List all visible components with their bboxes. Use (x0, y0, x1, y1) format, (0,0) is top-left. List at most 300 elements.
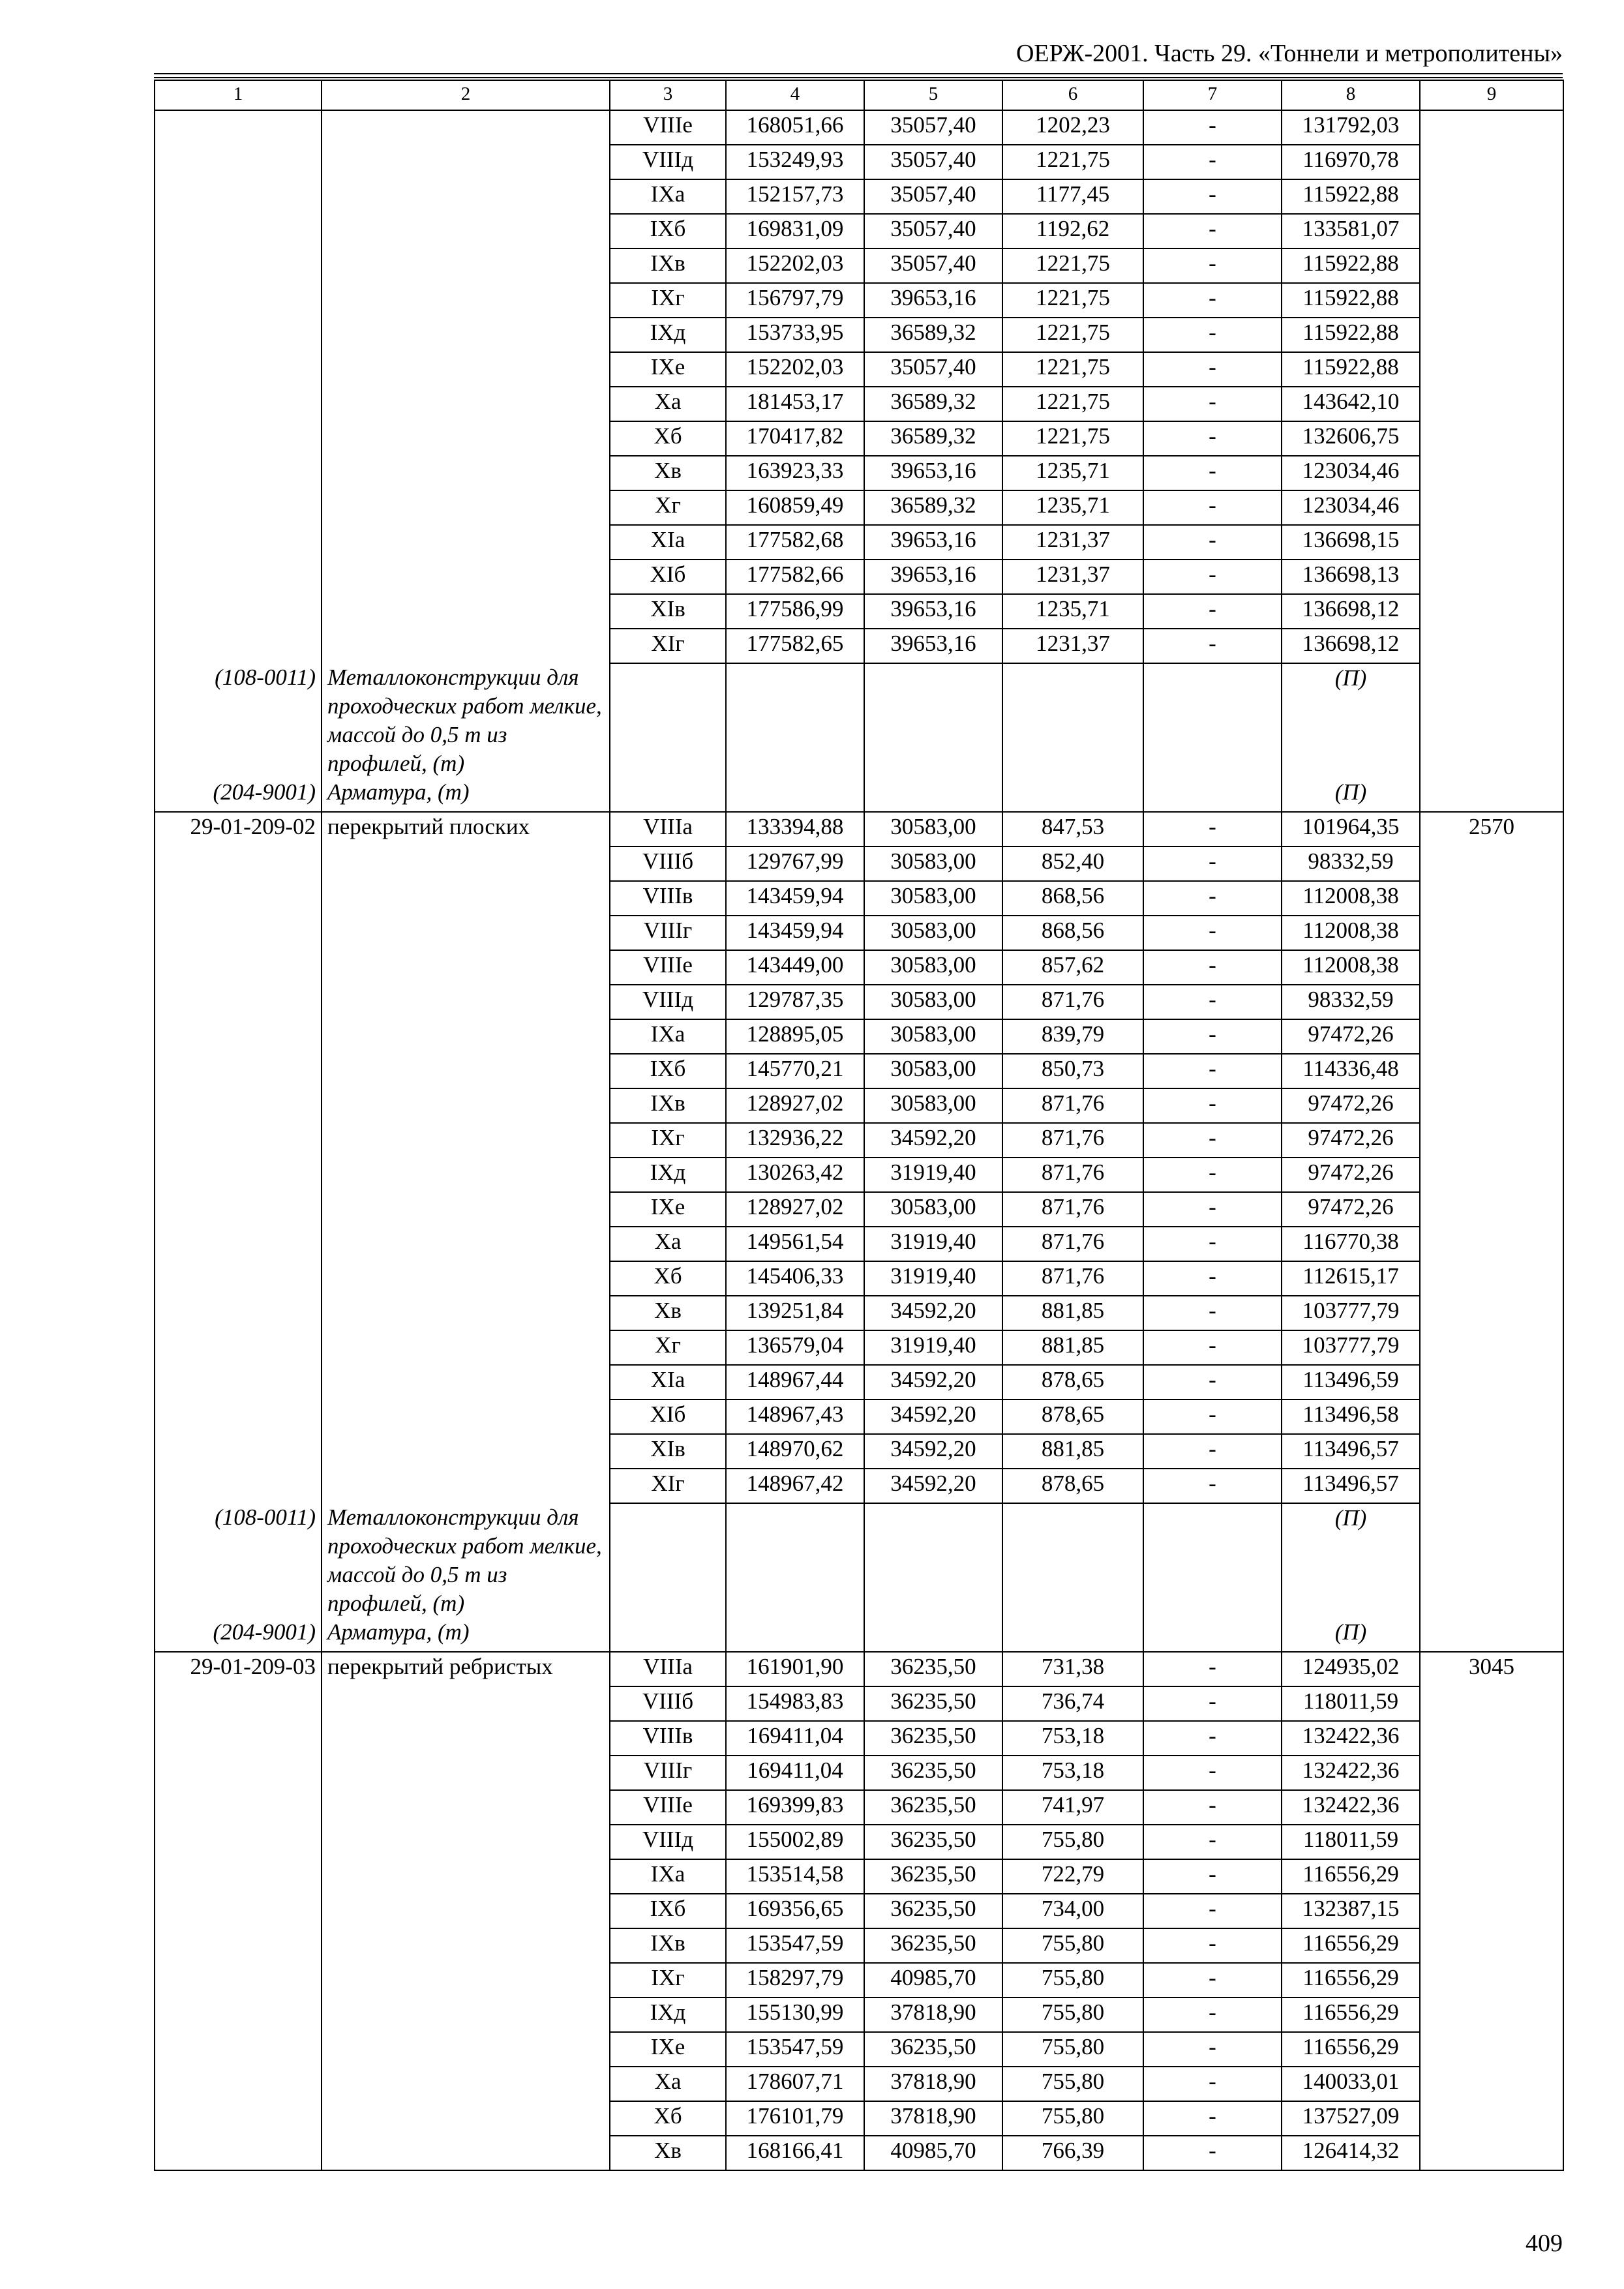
rate-code-cell (155, 318, 322, 352)
empty-cell (864, 778, 1002, 812)
column-number-header: 8 (1282, 80, 1420, 110)
labor-cell (1420, 2136, 1563, 2170)
machines-cell: 878,65 (1002, 1399, 1143, 1434)
materials-cell: 115922,88 (1282, 352, 1420, 387)
materials-cell: 116556,29 (1282, 1963, 1420, 1997)
rate-code-cell: 29-01-209-02 (155, 812, 322, 846)
material-name-cell: Арматура, (т) (322, 1618, 610, 1652)
wages-cell: 35057,40 (864, 145, 1002, 179)
total-cost-cell: 128927,02 (726, 1088, 864, 1123)
drivers-wages-cell: - (1143, 352, 1282, 387)
empty-cell (1143, 1618, 1282, 1652)
empty-cell (1143, 1503, 1282, 1618)
labor-cell (1420, 387, 1563, 421)
rate-code-cell (155, 985, 322, 1019)
rate-row (155, 1158, 1563, 1192)
rate-code-cell (155, 179, 322, 214)
machines-cell: 753,18 (1002, 1721, 1143, 1756)
rate-row (155, 846, 1563, 881)
materials-cell: 136698,12 (1282, 629, 1420, 663)
rate-row (155, 525, 1563, 560)
page-header-title: ОЕРЖ-2001. Часть 29. «Тоннели и метрополитены» (1015, 40, 1563, 67)
rate-name-cell (322, 2136, 610, 2170)
total-cost-cell: 169356,65 (726, 1894, 864, 1928)
machines-cell: 868,56 (1002, 916, 1143, 950)
drivers-wages-cell: - (1143, 950, 1282, 985)
rate-name-cell (322, 1365, 610, 1399)
rate-code-cell (155, 1088, 322, 1123)
total-cost-cell: 148967,42 (726, 1469, 864, 1503)
labor-cell (1420, 1825, 1563, 1859)
rate-code-cell (155, 145, 322, 179)
labor-cell (1420, 490, 1563, 525)
wages-cell: 37818,90 (864, 2067, 1002, 2101)
materials-cell: 116556,29 (1282, 1928, 1420, 1963)
machines-cell: 741,97 (1002, 1790, 1143, 1825)
rate-code-cell (155, 1997, 322, 2032)
rate-name-cell (322, 421, 610, 456)
rate-code-cell (155, 1434, 322, 1469)
rate-name-cell (322, 1859, 610, 1894)
labor-cell (1420, 248, 1563, 283)
wages-cell: 30583,00 (864, 1088, 1002, 1123)
rate-code-cell (155, 1859, 322, 1894)
rate-row (155, 2136, 1563, 2170)
machines-cell: 734,00 (1002, 1894, 1143, 1928)
rate-code-cell (155, 1894, 322, 1928)
labor-cell (1420, 110, 1563, 145)
rate-name-cell (322, 1825, 610, 1859)
column-number-header: 2 (322, 80, 610, 110)
machines-cell: 1221,75 (1002, 352, 1143, 387)
zone-cell: XIв (610, 594, 726, 629)
material-unit-cell: (П) (1282, 1618, 1420, 1652)
rate-code-cell (155, 629, 322, 663)
wages-cell: 34592,20 (864, 1123, 1002, 1158)
wages-cell: 36235,50 (864, 1790, 1002, 1825)
wages-cell: 39653,16 (864, 560, 1002, 594)
zone-cell: VIIIд (610, 1825, 726, 1859)
total-cost-cell: 160859,49 (726, 490, 864, 525)
materials-cell: 136698,13 (1282, 560, 1420, 594)
drivers-wages-cell: - (1143, 1123, 1282, 1158)
drivers-wages-cell: - (1143, 2136, 1282, 2170)
rate-code-cell (155, 1261, 322, 1296)
column-number-header: 5 (864, 80, 1002, 110)
labor-cell (1420, 560, 1563, 594)
column-number-header: 6 (1002, 80, 1143, 110)
wages-cell: 36589,32 (864, 387, 1002, 421)
wages-cell: 39653,16 (864, 629, 1002, 663)
wages-cell: 30583,00 (864, 916, 1002, 950)
total-cost-cell: 148967,44 (726, 1365, 864, 1399)
wages-cell: 30583,00 (864, 950, 1002, 985)
drivers-wages-cell: - (1143, 560, 1282, 594)
zone-cell: XIг (610, 1469, 726, 1503)
rate-name-cell (322, 1088, 610, 1123)
total-cost-cell: 155130,99 (726, 1997, 864, 2032)
materials-cell: 114336,48 (1282, 1054, 1420, 1088)
labor-cell (1420, 1227, 1563, 1261)
column-number-header: 9 (1420, 80, 1563, 110)
material-code-cell: (204-9001) (155, 1618, 322, 1652)
zone-cell: Xв (610, 456, 726, 490)
drivers-wages-cell: - (1143, 283, 1282, 318)
machines-cell: 755,80 (1002, 1928, 1143, 1963)
column-number-header: 7 (1143, 80, 1282, 110)
machines-cell: 766,39 (1002, 2136, 1143, 2170)
materials-cell: 113496,57 (1282, 1434, 1420, 1469)
machines-cell: 881,85 (1002, 1296, 1143, 1330)
drivers-wages-cell: - (1143, 1296, 1282, 1330)
machines-cell: 871,76 (1002, 1192, 1143, 1227)
rate-code-cell (155, 248, 322, 283)
zone-cell: Xб (610, 1261, 726, 1296)
rates-table-body (155, 80, 1563, 2170)
labor-cell (1420, 1790, 1563, 1825)
labor-cell (1420, 1123, 1563, 1158)
drivers-wages-cell: - (1143, 1019, 1282, 1054)
total-cost-cell: 129787,35 (726, 985, 864, 1019)
rate-name-cell (322, 1790, 610, 1825)
empty-cell (1143, 663, 1282, 778)
rate-code-cell (155, 421, 322, 456)
labor-cell (1420, 1330, 1563, 1365)
drivers-wages-cell: - (1143, 985, 1282, 1019)
machines-cell: 871,76 (1002, 1227, 1143, 1261)
zone-cell: IXд (610, 1158, 726, 1192)
wages-cell: 36235,50 (864, 1686, 1002, 1721)
labor-cell: 2570 (1420, 812, 1563, 846)
rate-code-cell (155, 387, 322, 421)
materials-cell: 116556,29 (1282, 1997, 1420, 2032)
materials-cell: 113496,58 (1282, 1399, 1420, 1434)
wages-cell: 36235,50 (864, 1756, 1002, 1790)
empty-cell (726, 663, 864, 778)
zone-cell: IXе (610, 2032, 726, 2067)
zone-cell: XIб (610, 1399, 726, 1434)
rate-code-cell (155, 214, 322, 248)
materials-cell: 124935,02 (1282, 1652, 1420, 1686)
machines-cell: 1235,71 (1002, 456, 1143, 490)
rate-name-cell (322, 916, 610, 950)
wages-cell: 37818,90 (864, 2101, 1002, 2136)
rate-row (155, 1261, 1563, 1296)
material-row (155, 1503, 1563, 1618)
drivers-wages-cell: - (1143, 490, 1282, 525)
drivers-wages-cell: - (1143, 812, 1282, 846)
material-row (155, 663, 1563, 778)
labor-cell (1420, 916, 1563, 950)
zone-cell: VIIIв (610, 881, 726, 916)
labor-cell (1420, 846, 1563, 881)
zone-cell: VIIIг (610, 916, 726, 950)
labor-cell (1420, 1963, 1563, 1997)
machines-cell: 878,65 (1002, 1365, 1143, 1399)
zone-cell: Xа (610, 387, 726, 421)
wages-cell: 40985,70 (864, 1963, 1002, 1997)
wages-cell: 36589,32 (864, 318, 1002, 352)
empty-cell (1002, 1503, 1143, 1618)
rate-row (155, 421, 1563, 456)
machines-cell: 839,79 (1002, 1019, 1143, 1054)
rate-name-cell (322, 1158, 610, 1192)
wages-cell: 30583,00 (864, 846, 1002, 881)
rate-row (155, 1686, 1563, 1721)
machines-cell: 847,53 (1002, 812, 1143, 846)
materials-cell: 126414,32 (1282, 2136, 1420, 2170)
wages-cell: 34592,20 (864, 1399, 1002, 1434)
total-cost-cell: 177582,66 (726, 560, 864, 594)
machines-cell: 1221,75 (1002, 318, 1143, 352)
materials-cell: 103777,79 (1282, 1296, 1420, 1330)
total-cost-cell: 139251,84 (726, 1296, 864, 1330)
rate-code-cell (155, 1054, 322, 1088)
total-cost-cell: 153733,95 (726, 318, 864, 352)
total-cost-cell: 176101,79 (726, 2101, 864, 2136)
labor-cell (1420, 318, 1563, 352)
machines-cell: 878,65 (1002, 1469, 1143, 1503)
wages-cell: 36235,50 (864, 1721, 1002, 1756)
labor-cell (1420, 2032, 1563, 2067)
material-code-cell: (204-9001) (155, 778, 322, 812)
drivers-wages-cell: - (1143, 318, 1282, 352)
drivers-wages-cell: - (1143, 1365, 1282, 1399)
total-cost-cell: 145770,21 (726, 1054, 864, 1088)
material-code-cell: (108-0011) (155, 1503, 322, 1618)
rate-code-cell (155, 1963, 322, 1997)
labor-cell (1420, 456, 1563, 490)
zone-cell: VIIIд (610, 985, 726, 1019)
wages-cell: 31919,40 (864, 1227, 1002, 1261)
zone-cell: IXб (610, 1054, 726, 1088)
rate-row (155, 1756, 1563, 1790)
empty-cell (610, 663, 726, 778)
drivers-wages-cell: - (1143, 846, 1282, 881)
wages-cell: 39653,16 (864, 283, 1002, 318)
materials-cell: 118011,59 (1282, 1686, 1420, 1721)
drivers-wages-cell: - (1143, 1261, 1282, 1296)
materials-cell: 115922,88 (1282, 248, 1420, 283)
materials-cell: 136698,12 (1282, 594, 1420, 629)
machines-cell: 850,73 (1002, 1054, 1143, 1088)
rate-name-cell (322, 1330, 610, 1365)
labor-cell (1420, 985, 1563, 1019)
empty-cell (610, 778, 726, 812)
wages-cell: 35057,40 (864, 248, 1002, 283)
machines-cell: 871,76 (1002, 1261, 1143, 1296)
total-cost-cell: 143459,94 (726, 881, 864, 916)
total-cost-cell: 163923,33 (726, 456, 864, 490)
labor-cell (1420, 525, 1563, 560)
zone-cell: Xв (610, 2136, 726, 2170)
materials-cell: 115922,88 (1282, 179, 1420, 214)
materials-cell: 143642,10 (1282, 387, 1420, 421)
rate-code-cell (155, 1399, 322, 1434)
labor-cell (1420, 352, 1563, 387)
rate-name-cell (322, 1296, 610, 1330)
rate-name-cell (322, 1469, 610, 1503)
rate-name-cell (322, 1963, 610, 1997)
materials-cell: 132606,75 (1282, 421, 1420, 456)
rate-row (155, 1721, 1563, 1756)
total-cost-cell: 154983,83 (726, 1686, 864, 1721)
machines-cell: 1231,37 (1002, 629, 1143, 663)
labor-cell (1420, 1365, 1563, 1399)
drivers-wages-cell: - (1143, 1859, 1282, 1894)
material-row (155, 778, 1563, 812)
materials-cell: 97472,26 (1282, 1123, 1420, 1158)
labor-cell (1420, 179, 1563, 214)
labor-cell (1420, 1192, 1563, 1227)
empty-cell (1420, 1503, 1563, 1618)
wages-cell: 40985,70 (864, 2136, 1002, 2170)
materials-cell: 97472,26 (1282, 1019, 1420, 1054)
wages-cell: 34592,20 (864, 1434, 1002, 1469)
rate-code-cell (155, 1825, 322, 1859)
zone-cell: VIIIд (610, 145, 726, 179)
drivers-wages-cell: - (1143, 1330, 1282, 1365)
rate-row (155, 560, 1563, 594)
materials-cell: 112008,38 (1282, 916, 1420, 950)
materials-cell: 112008,38 (1282, 950, 1420, 985)
rate-row (155, 881, 1563, 916)
rate-name-cell (322, 1721, 610, 1756)
drivers-wages-cell: - (1143, 214, 1282, 248)
zone-cell: XIг (610, 629, 726, 663)
rate-code-cell (155, 1790, 322, 1825)
empty-cell (726, 778, 864, 812)
page-number: 409 (1526, 2230, 1563, 2257)
rate-code-cell (155, 1721, 322, 1756)
rate-name-cell (322, 629, 610, 663)
zone-cell: VIIIе (610, 950, 726, 985)
drivers-wages-cell: - (1143, 1192, 1282, 1227)
zone-cell: Xб (610, 421, 726, 456)
machines-cell: 1231,37 (1002, 525, 1143, 560)
rate-row (155, 1859, 1563, 1894)
machines-cell: 871,76 (1002, 985, 1143, 1019)
material-unit-cell: (П) (1282, 778, 1420, 812)
total-cost-cell: 143449,00 (726, 950, 864, 985)
materials-cell: 132422,36 (1282, 1756, 1420, 1790)
wages-cell: 37818,90 (864, 1997, 1002, 2032)
labor-cell (1420, 1019, 1563, 1054)
materials-cell: 112008,38 (1282, 881, 1420, 916)
total-cost-cell: 169411,04 (726, 1721, 864, 1756)
wages-cell: 35057,40 (864, 110, 1002, 145)
zone-cell: IXе (610, 352, 726, 387)
material-name-cell: Металлоконструкции для проходческих работ мелкие, массой до 0,5 т из профилей, (т) (322, 663, 610, 778)
wages-cell: 36589,32 (864, 490, 1002, 525)
total-cost-cell: 169399,83 (726, 1790, 864, 1825)
total-cost-cell: 153249,93 (726, 145, 864, 179)
wages-cell: 36235,50 (864, 1652, 1002, 1686)
total-cost-cell: 170417,82 (726, 421, 864, 456)
machines-cell: 871,76 (1002, 1158, 1143, 1192)
zone-cell: Xб (610, 2101, 726, 2136)
empty-cell (1002, 778, 1143, 812)
total-cost-cell: 178607,71 (726, 2067, 864, 2101)
labor-cell (1420, 1928, 1563, 1963)
wages-cell: 30583,00 (864, 881, 1002, 916)
wages-cell: 35057,40 (864, 352, 1002, 387)
rate-name-cell (322, 110, 610, 145)
machines-cell: 1235,71 (1002, 490, 1143, 525)
rate-code-cell: 29-01-209-03 (155, 1652, 322, 1686)
labor-cell (1420, 1399, 1563, 1434)
drivers-wages-cell: - (1143, 1721, 1282, 1756)
rate-name-cell (322, 881, 610, 916)
zone-cell: IXг (610, 1123, 726, 1158)
rate-code-cell (155, 594, 322, 629)
drivers-wages-cell: - (1143, 1894, 1282, 1928)
rate-name-cell (322, 1123, 610, 1158)
rate-row (155, 1296, 1563, 1330)
zone-cell: VIIIе (610, 110, 726, 145)
materials-cell: 131792,03 (1282, 110, 1420, 145)
drivers-wages-cell: - (1143, 594, 1282, 629)
total-cost-cell: 155002,89 (726, 1825, 864, 1859)
rate-name-cell (322, 1227, 610, 1261)
rate-row (155, 2067, 1563, 2101)
machines-cell: 755,80 (1002, 1997, 1143, 2032)
materials-cell: 97472,26 (1282, 1192, 1420, 1227)
rate-row (155, 1227, 1563, 1261)
total-cost-cell: 132936,22 (726, 1123, 864, 1158)
rate-name-cell (322, 1261, 610, 1296)
rate-name-cell (322, 1192, 610, 1227)
rate-name-cell (322, 1928, 610, 1963)
drivers-wages-cell: - (1143, 2067, 1282, 2101)
labor-cell (1420, 421, 1563, 456)
rate-row (155, 950, 1563, 985)
column-number-header: 4 (726, 80, 864, 110)
labor-cell (1420, 950, 1563, 985)
rate-code-cell (155, 1469, 322, 1503)
rate-name-cell (322, 950, 610, 985)
rate-code-cell (155, 1330, 322, 1365)
empty-cell (864, 1503, 1002, 1618)
materials-cell: 98332,59 (1282, 846, 1420, 881)
zone-cell: VIIIб (610, 1686, 726, 1721)
rate-row (155, 1928, 1563, 1963)
total-cost-cell: 129767,99 (726, 846, 864, 881)
wages-cell: 34592,20 (864, 1365, 1002, 1399)
materials-cell: 116556,29 (1282, 1859, 1420, 1894)
labor-cell (1420, 594, 1563, 629)
rate-code-cell (155, 950, 322, 985)
total-cost-cell: 158297,79 (726, 1963, 864, 1997)
wages-cell: 36235,50 (864, 1928, 1002, 1963)
material-name-cell: Металлоконструкции для проходческих работ мелкие, массой до 0,5 т из профилей, (т) (322, 1503, 610, 1618)
materials-cell: 103777,79 (1282, 1330, 1420, 1365)
rate-name-cell (322, 2032, 610, 2067)
empty-cell (864, 663, 1002, 778)
machines-cell: 755,80 (1002, 1963, 1143, 1997)
drivers-wages-cell: - (1143, 1686, 1282, 1721)
labor-cell (1420, 1261, 1563, 1296)
drivers-wages-cell: - (1143, 629, 1282, 663)
total-cost-cell: 148967,43 (726, 1399, 864, 1434)
rate-row (155, 1790, 1563, 1825)
rate-name-cell (322, 1756, 610, 1790)
zone-cell: IXе (610, 1192, 726, 1227)
machines-cell: 1235,71 (1002, 594, 1143, 629)
wages-cell: 34592,20 (864, 1296, 1002, 1330)
rate-code-cell (155, 1192, 322, 1227)
rate-code-cell (155, 881, 322, 916)
